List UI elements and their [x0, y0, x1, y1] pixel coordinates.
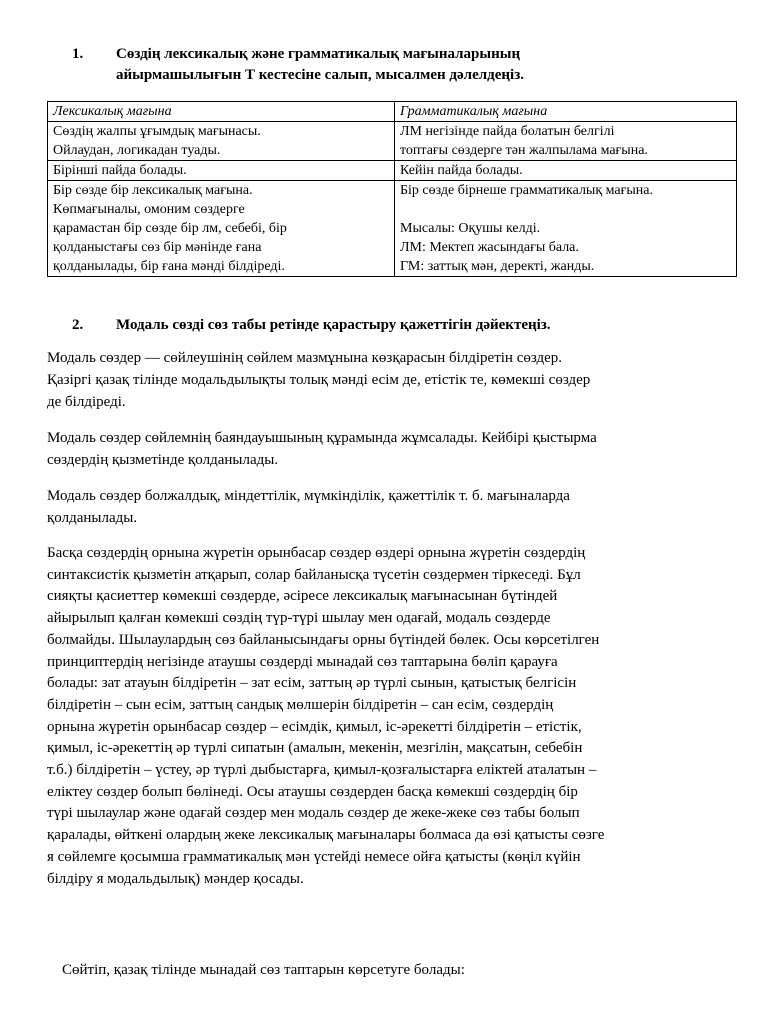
- paragraph-line: болады: зат атауын білдіретін – зат есім, заттың әр түрлі сынын, қатыстық белгісін: [47, 675, 577, 692]
- paragraph: [47, 347, 732, 413]
- paragraph-line: синтаксистік қызметін атқарып, солар байланысқа түсетін сөздермен тіркеседі. Бұл: [47, 566, 581, 583]
- paragraph-line: Модаль сөздер — сөйлеушінің сөйлем мазмұнына көзқарасын білдіретін сөздер.: [47, 350, 563, 366]
- paragraph-line: қаралады, өйткені олардың жеке лексикалық мағыналары болмаса да өзі қатысты сөзге: [47, 827, 605, 844]
- paragraph-line: түрі шылаулар және одағай сөздер мен модаль сөздер де жеке-жеке сөз табы болып: [47, 805, 580, 822]
- paragraph-line: сөздердің қызметінде қолданылады.: [47, 452, 279, 468]
- paragraph-line: қимыл, іс-әрекеттің әр түрлі сипатын (амалын, мекенін, мезгілін, мақсатын, себебін: [47, 740, 583, 757]
- cell-line: Ойлаудан, логикадан туады.: [53, 143, 221, 158]
- paragraph-line: Модаль сөздер болжалдық, міндеттілік, мүмкінділік, қажеттілік т. б. мағыналарда: [47, 488, 570, 504]
- question-1-line: Сөздің лексикалық және грамматикалық мағыналарының: [116, 46, 521, 62]
- table-cell-grammatical: [395, 181, 737, 277]
- cell-line: Сөздің жалпы ұғымдық мағынасы.: [53, 124, 261, 139]
- header-lexical: Лексикалық мағына: [48, 102, 395, 122]
- question-1-line: айырмашылығын Т кестесіне салып, мысалмен дәлелдеңіз.: [116, 67, 525, 83]
- paragraph-line: де білдіреді.: [47, 394, 126, 410]
- cell-line: Бірінші пайда болады.: [53, 163, 187, 178]
- cell-line: қолданыстағы сөз бір мәнінде ғана: [53, 240, 262, 255]
- cell-line: Мысалы: Оқушы келді.: [400, 221, 541, 236]
- table-row: [48, 122, 737, 161]
- table-cell-lexical: [48, 122, 395, 161]
- question-2-line: Модаль сөзді сөз табы ретінде қарастыру қажеттігін дәйектеңіз.: [116, 317, 551, 333]
- paragraph: [47, 485, 732, 529]
- cell-line: ГМ: заттық мән, деректі, жанды.: [400, 259, 595, 274]
- paragraph-line: еліктеу сөздер болып бөлінеді. Осы атаушы сөздерден басқа көмекші сөздердің бір: [47, 783, 578, 800]
- t-table: [47, 101, 737, 277]
- cell-line: Бір сөзде бір лексикалық мағына.: [53, 183, 253, 198]
- paragraph-line: Сөйтіп, қазақ тілінде мынадай сөз таптарын көрсетуге болады:: [47, 962, 465, 978]
- table-cell-grammatical: [395, 122, 737, 161]
- cell-blank-line: [400, 200, 731, 219]
- paragraph-line: болмайды. Шылаулардың сөз байланысындағы орны бүтіндей бөлек. Осы көрсетілген: [47, 631, 600, 648]
- paragraph: [47, 915, 732, 1025]
- paragraph-line: я сөйлемге қосымша грамматикалық мән үстейді немесе ойға қатысты (көңіл күйін: [47, 848, 581, 865]
- cell-line: Кейін пайда болады.: [400, 163, 523, 178]
- paragraph-line: Қазіргі қазақ тілінде модальдылықты толық мәнді есім де, етістік те, көмекші сөздер: [47, 372, 591, 388]
- cell-line: ЛМ негізінде пайда болатын белгілі: [400, 124, 615, 139]
- paragraph: [47, 427, 732, 471]
- paragraph-line: сияқты қасиеттер көмекші сөздерде, әсіресе лексикалық мағынасынан бүтіндей: [47, 588, 558, 605]
- cell-line: қолданылады, бір ғана мәнді білдіреді.: [53, 259, 285, 274]
- paragraph-line: принциптердің негізінде атаушы сөздерді мынадай сөз таптарына бөліп қарауға: [47, 653, 558, 670]
- paragraph-line: Басқа сөздердің орнына жүретін орынбасар сөздер өздері орнына жүретін сөздердің: [47, 545, 586, 561]
- question-2-number: 2.: [72, 317, 84, 333]
- table-row: [48, 161, 737, 181]
- table-cell-grammatical: [395, 161, 737, 181]
- cell-line: қарамастан бір сөзде бір лм, себебі, бір: [53, 221, 287, 236]
- table-row: [48, 181, 737, 277]
- paragraph-line: білдіру я модальдылық) мәндер қосады.: [47, 870, 304, 887]
- table-cell-lexical: [48, 181, 395, 277]
- question-1-number: 1.: [72, 46, 84, 62]
- paragraph-line: т.б.) білдіретін – үстеу, әр түрлі дыбыстарға, қимыл-қозғалыстарға еліктей аталатын –: [47, 762, 597, 779]
- table-cell-lexical: [48, 161, 395, 181]
- question-1-text: [116, 44, 712, 86]
- question-2-text: [116, 315, 712, 336]
- table-header-row: [48, 102, 737, 122]
- cell-line: Көпмағыналы, омоним сөздерге: [53, 202, 245, 217]
- header-grammatical: Грамматикалық мағына: [395, 102, 737, 122]
- paragraph-line: орнына жүретін орынбасар сөздер – есімдік, қимыл, іс-әрекетті білдіретін – етістік,: [47, 718, 582, 735]
- cell-line: Бір сөзде бірнеше грамматикалық мағына.: [400, 183, 653, 198]
- paragraph-line: білдіретін – сын есім, заттың сандық мөлшерін білдіретін – сан есім, сөздердің: [47, 696, 554, 713]
- paragraph: [47, 543, 732, 890]
- cell-line: ЛМ: Мектеп жасындағы бала.: [400, 240, 579, 255]
- paragraph-line: қолданылады.: [47, 510, 138, 526]
- cell-line: топтағы сөздерге тән жалпылама мағына.: [400, 143, 648, 158]
- paragraph-line: Модаль сөздер сөйлемнің баяндауышының құрамында жұмсалады. Кейбірі қыстырма: [47, 430, 597, 446]
- paragraph-line: айырылып қалған көмекші сөздің түр-түрі шылау мен одағай, модаль сөздерде: [47, 610, 551, 627]
